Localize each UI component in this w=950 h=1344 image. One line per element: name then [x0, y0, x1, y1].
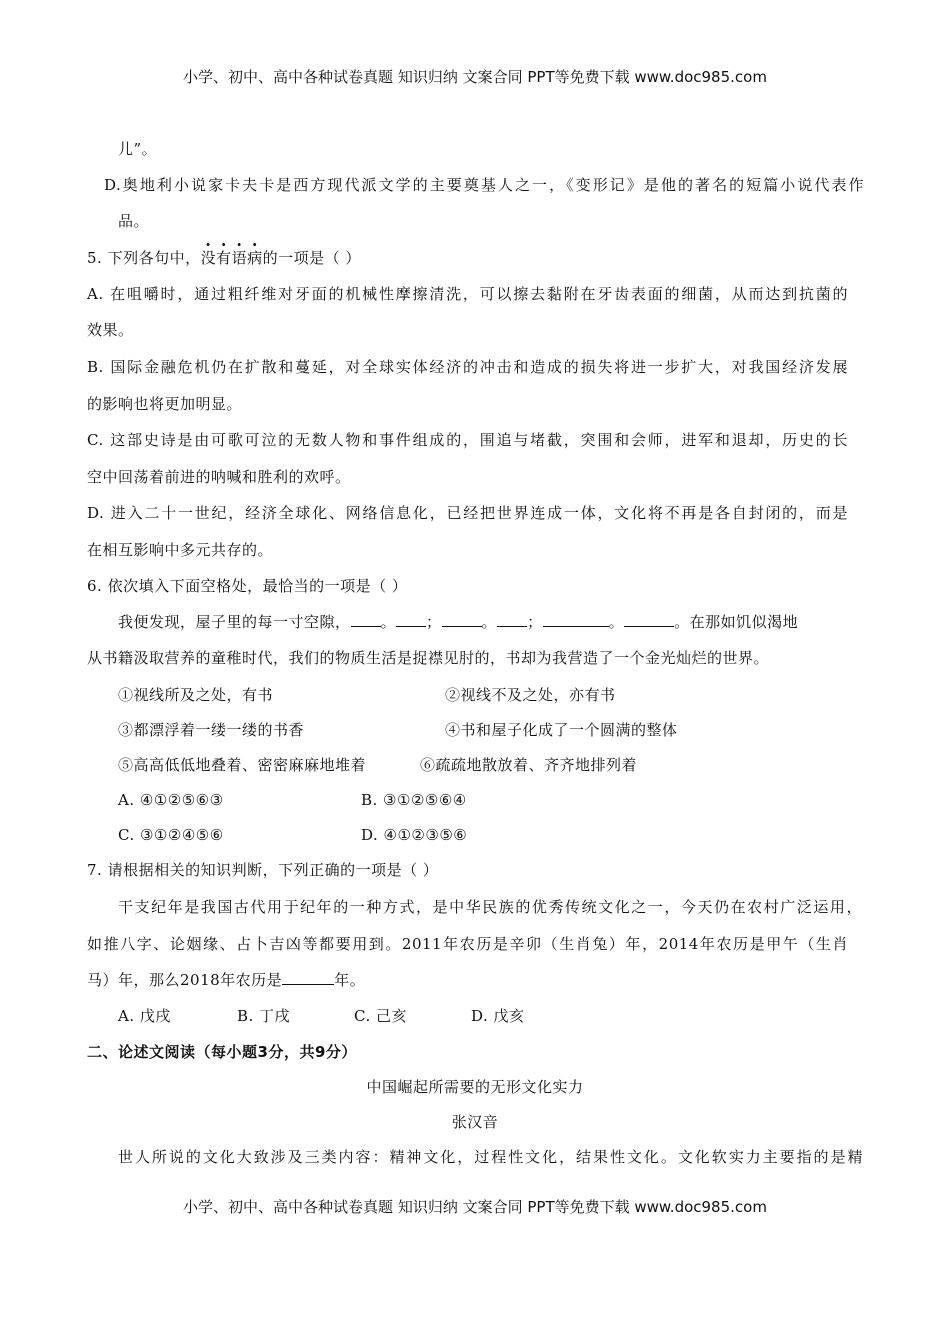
- q6-passage-line2: 从书籍汲取营养的童稚时代，我们的物质生活是捉襟见肘的，书却为我营造了一个金光灿烂的世界。: [87, 649, 770, 667]
- section-2-heading: 二、论述文阅读（每小题3分，共9分）: [87, 1043, 357, 1061]
- q5-stem: 5. 下列各句中，没有语病的一项是（ ）: [87, 249, 361, 267]
- q5-option-d-line2: 在相互影响中多元共存的。: [87, 541, 274, 559]
- article-title: 中国崛起所需要的无形文化实力: [366, 1078, 584, 1096]
- q6-passage-line1: 我便发现，屋子里的每一寸空隙， 。 ； 。 ； 。 。在那如饥似渴地: [118, 613, 799, 631]
- q7-passage-line3: 马）年，那么2018年农历是 年。: [87, 971, 366, 989]
- page-footer: 小学、初中、高中各种试卷真题 知识归纳 文案合同 PPT等免费下载 www.doc985.com: [183, 1198, 767, 1216]
- q7-option-b: B. 丁戌: [237, 1007, 291, 1025]
- q5-option-b-line1: B. 国际金融危机仍在扩散和蔓延，对全球实体经济的冲击和造成的损失将进一步扩大，对我国经济发展: [87, 358, 848, 376]
- q7-passage-line1: 干支纪年是我国古代用于纪年的一种方式，是中华民族的优秀传统文化之一，今天仍在农村广泛运用，: [118, 898, 862, 916]
- q6-blank-2: [396, 612, 426, 627]
- q6-item-2: ②视线不及之处，亦有书: [445, 686, 616, 704]
- q7-stem: 7. 请根据相关的知识判断，下列正确的一项是（ ）: [87, 861, 439, 879]
- q6-item-6: ⑥疏疏地散放着、齐齐地排列着: [420, 756, 638, 774]
- q6-option-d: D. ④①②③⑤⑥: [361, 826, 468, 844]
- q6-item-1: ①视线所及之处，有书: [118, 686, 274, 704]
- q6-blank-6: [624, 612, 674, 627]
- q5-option-a-line1: A. 在咀嚼时，通过粗纤维对牙面的机械性摩擦清洗，可以擦去黏附在牙齿表面的细菌，从而达到抗菌的: [87, 285, 848, 303]
- q7-option-a: A. 戊戌: [118, 1007, 171, 1025]
- q5-option-c-line1: C. 这部史诗是由可歌可泣的无数人物和事件组成的，围追与堵截，突围和会师，进军和退却，历史的长: [87, 431, 848, 449]
- q7-option-c: C. 己亥: [354, 1007, 407, 1025]
- q5-option-a-line2: 效果。: [87, 321, 134, 339]
- article-author: 张汉音: [451, 1113, 499, 1131]
- page-header: 小学、初中、高中各种试卷真题 知识归纳 文案合同 PPT等免费下载 www.doc985.com: [183, 68, 767, 86]
- q6-item-4: ④书和屋子化成了一个圆满的整体: [445, 721, 678, 739]
- q6-blank-1: [351, 612, 381, 627]
- q6-blank-4: [497, 612, 527, 627]
- q4-continued-text: 儿”。: [118, 140, 158, 158]
- q6-option-b: B. ③①②⑤⑥④: [361, 791, 467, 809]
- q5-option-b-line2: 的影响也将更加明显。: [87, 395, 243, 413]
- q6-stem: 6. 依次填入下面空格处，最恰当的一项是（ ）: [87, 577, 408, 595]
- q6-blank-3: [442, 612, 482, 627]
- q7-passage-line2: 如推八字、论姻缘、占卜吉凶等都要用到。2011年农历是辛卯（生肖兔）年，2014年农历是甲午（生肖: [87, 935, 848, 953]
- q5-option-c-line2: 空中回荡着前进的呐喊和胜利的欢呼。: [87, 468, 351, 486]
- q6-item-5: ⑤高高低低地叠着、密密麻麻地堆着: [118, 756, 367, 774]
- q5-option-d-line1: D. 进入二十一世纪，经济全球化、网络信息化，已经把世界连成一体，文化将不再是各自封闭的，而是: [87, 504, 848, 522]
- q6-option-c: C. ③①②④⑤⑥: [118, 826, 224, 844]
- q7-option-d: D. 戊亥: [471, 1007, 525, 1025]
- q6-option-a: A. ④①②⑤⑥③: [118, 791, 224, 809]
- q6-item-3: ③都漂浮着一缕一缕的书香: [118, 721, 305, 739]
- q7-blank: [282, 970, 334, 985]
- q6-blank-5: [543, 612, 609, 627]
- q4-option-d-line2: 品。: [118, 212, 150, 230]
- q4-option-d-line1: D.奥地利小说家卡夫卡是西方现代派文学的主要奠基人之一，《变形记》是他的著名的短篇小说代表作: [104, 176, 864, 194]
- article-paragraph-1: 世人所说的文化大致涉及三类内容：精神文化，过程性文化，结果性文化。文化软实力主要指的是精: [118, 1148, 863, 1166]
